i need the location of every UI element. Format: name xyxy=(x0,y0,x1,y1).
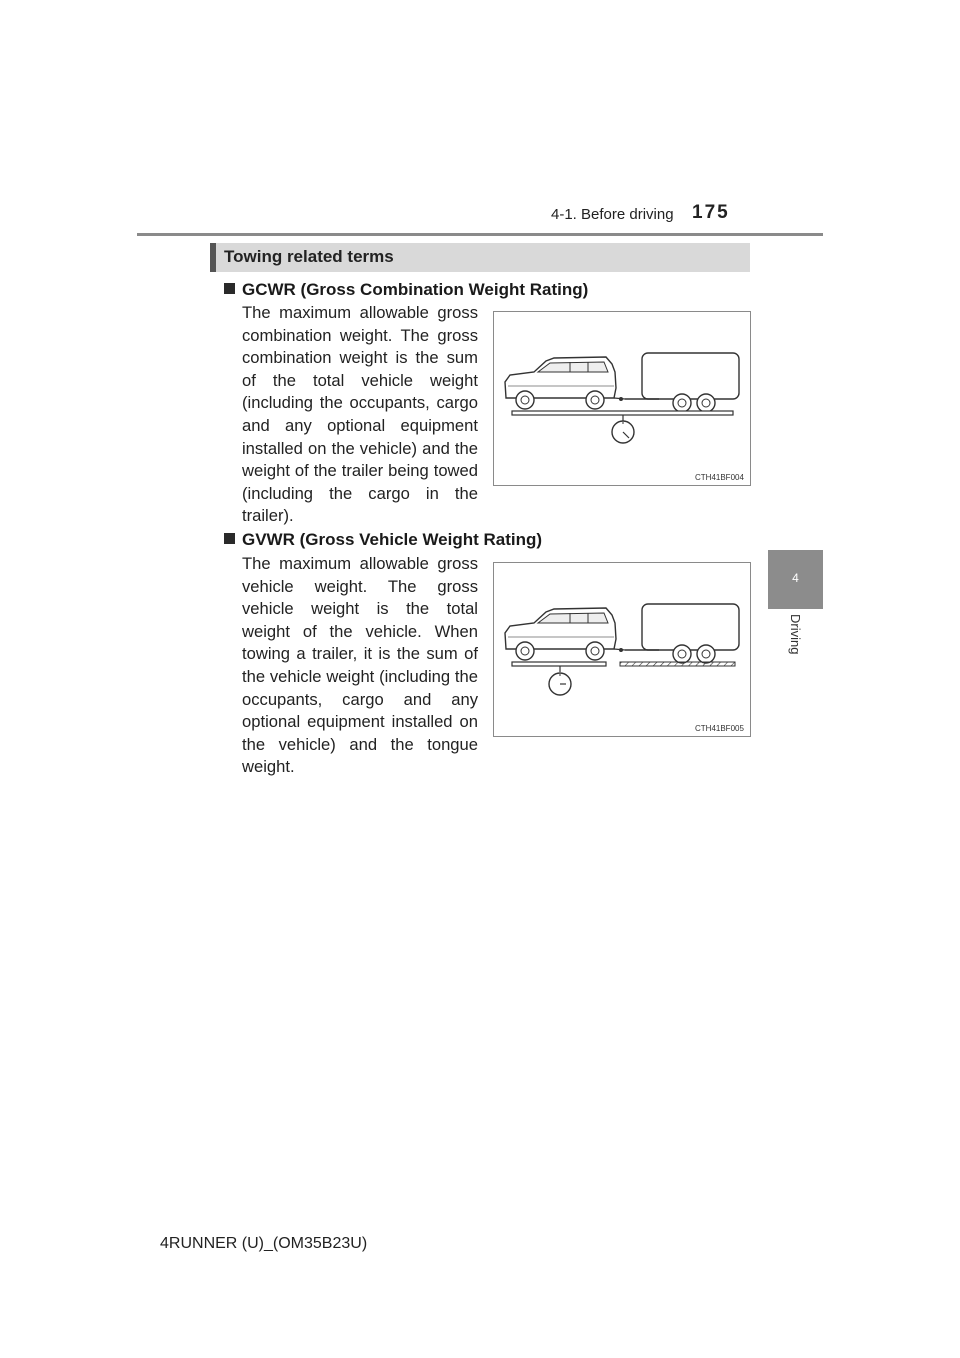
gvwr-figure-id: CTH41BF005 xyxy=(695,724,744,733)
gvwr-heading-text: GVWR (Gross Vehicle Weight Rating) xyxy=(242,530,543,549)
gcwr-description: The maximum allowable gross combination weight. The gross combination weight is the sum of the total vehicle weight (including the occupants, cargo and any optional equipment installed on the vehicle) and the weight of the trailer being towed (including the cargo in the trailer). xyxy=(242,303,478,526)
gcwr-diagram xyxy=(494,312,750,485)
chapter-tab-label-wrap xyxy=(768,614,823,674)
section-heading-accent xyxy=(210,243,216,272)
header-rule xyxy=(137,233,823,236)
gvwr-heading xyxy=(224,530,542,550)
gcwr-figure-id: CTH41BF004 xyxy=(695,473,744,482)
gcwr-heading xyxy=(224,280,588,300)
manual-code-footer: 4RUNNER (U)_(OM35B23U) xyxy=(160,1235,368,1252)
chapter-tab-label: Driving xyxy=(788,614,803,655)
section-heading: Towing related terms xyxy=(224,247,394,266)
gvwr-diagram xyxy=(494,563,750,736)
gvwr-illustration xyxy=(493,562,751,737)
section-breadcrumb: 4-1. Before driving xyxy=(551,206,674,223)
square-bullet-icon xyxy=(224,283,235,294)
gcwr-heading-text: GCWR (Gross Combination Weight Rating) xyxy=(242,280,589,299)
chapter-tab-number: 4 xyxy=(792,571,799,585)
gcwr-illustration xyxy=(493,311,751,486)
gvwr-description: The maximum allowable gross vehicle weight. The gross vehicle weight is the total weight of the vehicle. When towing a trailer, it is the sum of the vehicle weight (including the occupants, cargo and any optional equipment installed on the vehicle) and the tongue weight. xyxy=(242,554,478,777)
square-bullet-icon xyxy=(224,533,235,544)
page-number: 175 xyxy=(692,202,730,223)
